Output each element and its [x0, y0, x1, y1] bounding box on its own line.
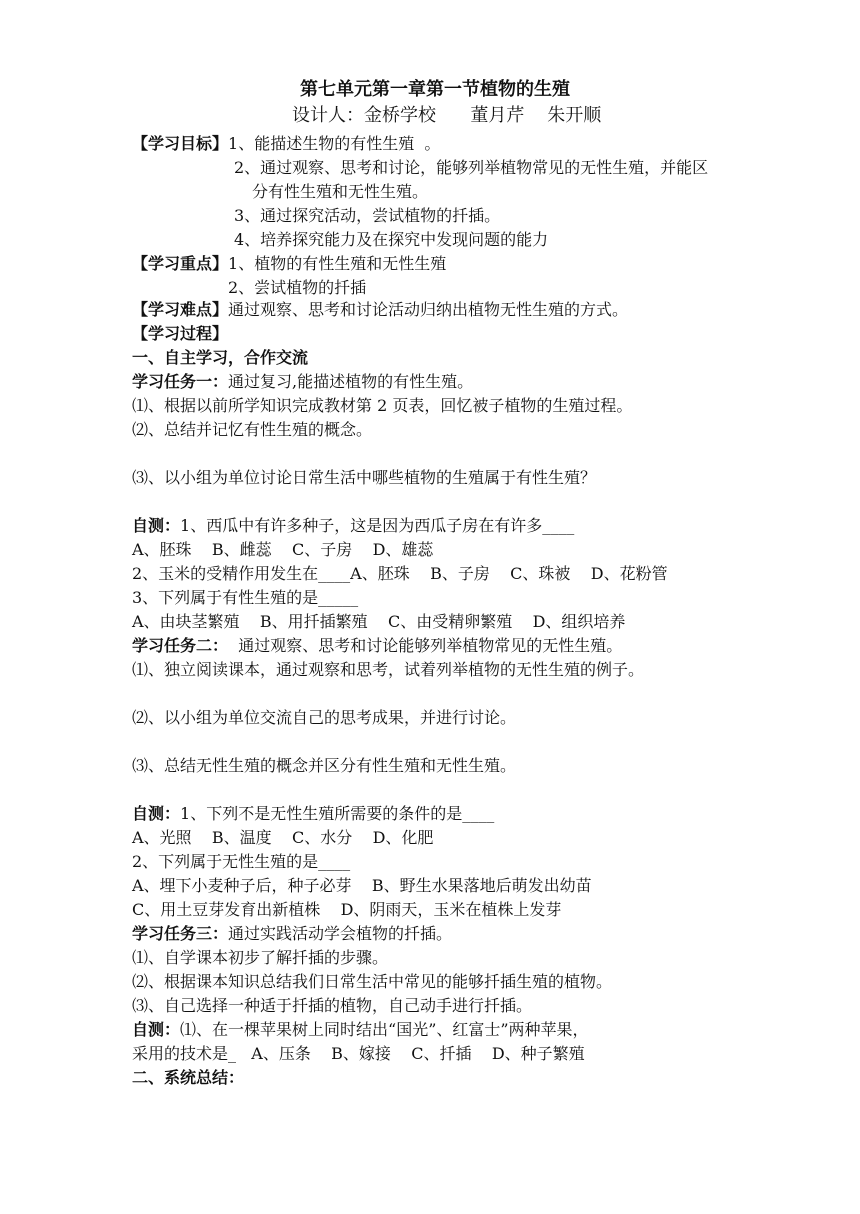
test-1-q2: 2、玉米的受精作用发生在____A、胚珠 B、子房 C、珠被 D、花粉管	[132, 564, 668, 583]
task-2-line	[132, 634, 622, 658]
keypoint-1: 1、植物的有性生殖和无性生殖	[228, 254, 447, 273]
goal-2b: 分有性生殖和无性生殖。	[252, 182, 429, 201]
test-3-label: 自测：	[132, 1020, 181, 1039]
test-2-label: 自测：	[132, 804, 181, 823]
test-2-q2-options-b: C、用土豆芽发育出新植株 D、阴雨天，玉米在植株上发芽	[132, 900, 562, 919]
test-2-q2-options-a: A、埋下小麦种子后，种子必芽 B、野生水果落地后萌发出幼苗	[132, 876, 592, 895]
task-3-text: 通过实践活动学会植物的扦插。	[228, 924, 453, 943]
test-2-q1-options: A、光照 B、温度 C、水分 D、化肥	[132, 828, 434, 847]
task-3-step-3: ⑶、自己选择一种适于扦插的植物，自己动手进行扦插。	[132, 996, 533, 1015]
task-3-line	[132, 922, 452, 946]
goals-line-1	[132, 132, 440, 156]
keypoints-label: 【学习重点】	[132, 254, 229, 273]
task-3-label: 学习任务三：	[132, 924, 229, 943]
doc-title: 第七单元第一章第一节植物的生殖	[300, 79, 570, 100]
difficulty-label: 【学习难点】	[132, 300, 229, 319]
test-1-q3-options: A、由块茎繁殖 B、用扦插繁殖 C、由受精卵繁殖 D、组织培养	[132, 612, 626, 631]
task-2-step-2: ⑵、以小组为单位交流自己的思考成果，并进行讨论。	[132, 708, 517, 727]
test-1-q1: 1、西瓜中有许多种子，这是因为西瓜子房在有许多____	[180, 516, 575, 535]
goal-1: 1、能描述生物的有性生殖 。	[228, 134, 441, 153]
section-1-heading: 一、自主学习，合作交流	[132, 348, 309, 367]
goal-2a: 2、通过观察、思考和讨论，能够列举植物常见的无性生殖，并能区	[234, 158, 709, 177]
task-2-text: 通过观察、思考和讨论能够列举植物常见的无性生殖。	[228, 636, 623, 655]
difficulty-line	[132, 298, 628, 322]
test-2-q1-line	[132, 802, 494, 826]
test-1-q1-line	[132, 514, 574, 538]
test-3-q1: ⑴、在一棵苹果树上同时结出“国光”、红富士”两种苹果，	[180, 1020, 589, 1039]
test-3-q1-options: 采用的技术是_ A、压条 B、嫁接 C、扦插 D、种子繁殖	[132, 1044, 585, 1063]
task-1-step-3: ⑶、以小组为单位讨论日常生活中哪些植物的生殖属于有性生殖？	[132, 468, 597, 487]
test-1-q3: 3、下列属于有性生殖的是_____	[132, 588, 359, 607]
task-2-label: 学习任务二：	[132, 636, 229, 655]
task-3-step-1: ⑴、自学课本初步了解扦插的步骤。	[132, 948, 389, 967]
test-1-label: 自测：	[132, 516, 181, 535]
test-2-q1: 1、下列不是无性生殖所需要的条件的是____	[180, 804, 495, 823]
task-2-step-1: ⑴、独立阅读课本，通过观察和思考，试着列举植物的无性生殖的例子。	[132, 660, 645, 679]
goal-3: 3、通过探究活动，尝试植物的扦插。	[234, 206, 501, 225]
keypoint-2: 2、尝试植物的扦插	[228, 278, 367, 297]
test-3-q1-line	[132, 1018, 589, 1042]
task-1-line	[132, 370, 473, 394]
task-1-label: 学习任务一：	[132, 372, 229, 391]
keypoints-line-1	[132, 252, 446, 276]
section-2-heading: 二、系统总结：	[132, 1068, 245, 1087]
difficulty-text: 通过观察、思考和讨论活动归纳出植物无性生殖的方式。	[228, 300, 629, 319]
task-1-text: 通过复习,能描述植物的有性生殖。	[228, 372, 474, 391]
task-2-step-3: ⑶、总结无性生殖的概念并区分有性生殖和无性生殖。	[132, 756, 517, 775]
doc-author: 设计人：金桥学校 董月芹 朱开顺	[292, 105, 602, 126]
test-2-q2: 2、下列属于无性生殖的是____	[132, 852, 351, 871]
goals-label: 【学习目标】	[132, 134, 229, 153]
task-1-step-2: ⑵、总结并记忆有性生殖的概念。	[132, 420, 373, 439]
task-1-step-1: ⑴、根据以前所学知识完成教材第 2 页表，回忆被子植物的生殖过程。	[132, 396, 633, 415]
task-3-step-2: ⑵、根据课本知识总结我们日常生活中常见的能够扦插生殖的植物。	[132, 972, 613, 991]
process-label: 【学习过程】	[132, 324, 229, 343]
goal-4: 4、培养探究能力及在探究中发现问题的能力	[234, 230, 549, 249]
test-1-q1-options: A、胚珠 B、雌蕊 C、子房 D、雄蕊	[132, 540, 434, 559]
